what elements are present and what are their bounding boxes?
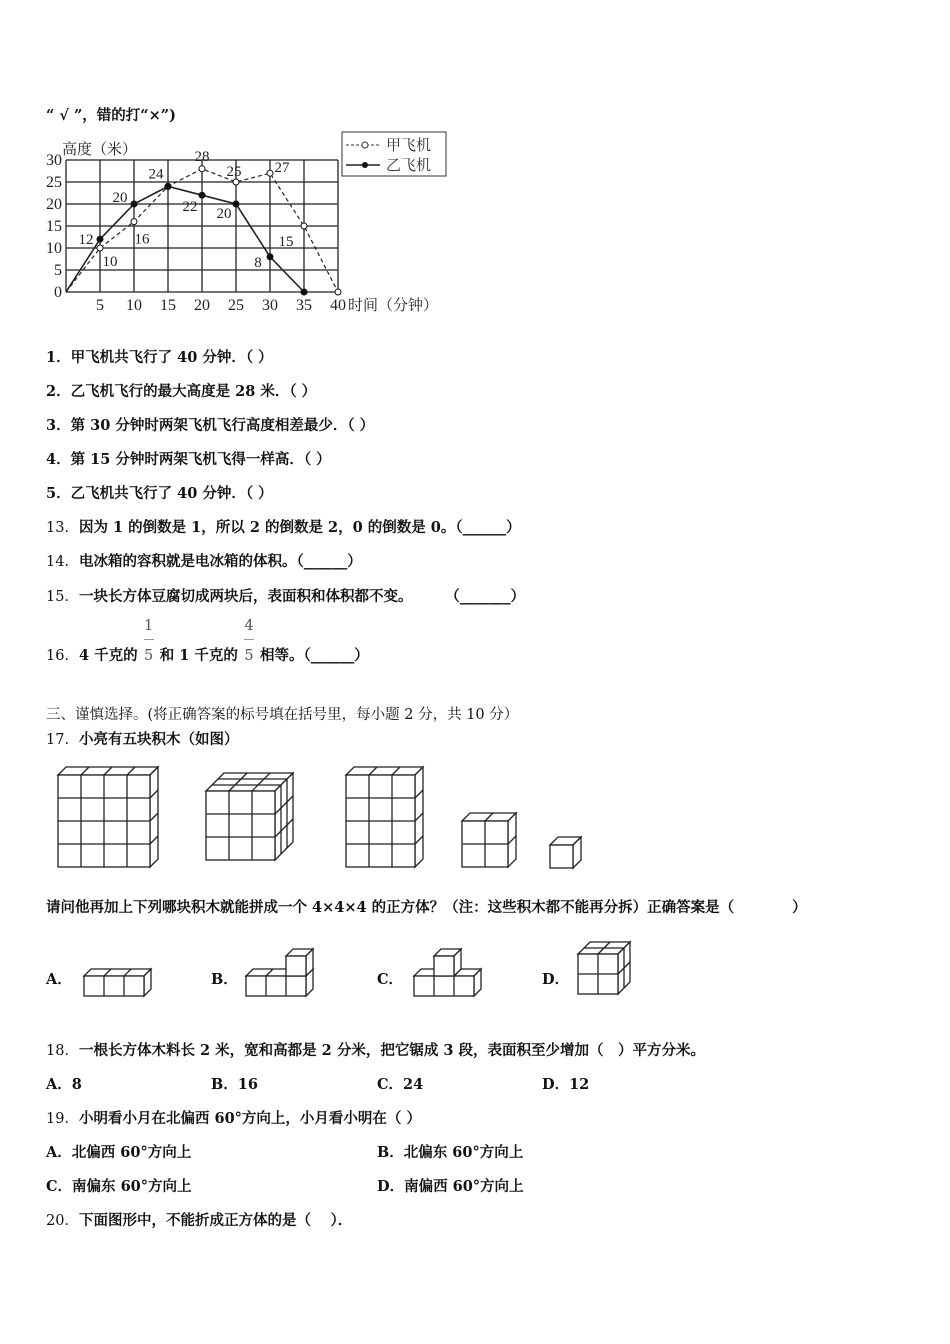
x-tick-label: 20 [194,297,210,314]
series-yi-plane [66,166,307,295]
chart-grid [66,160,338,292]
series-a-value-label: 15 [278,234,294,250]
x-tick-label: 40 [330,297,346,314]
data-point-marker [131,201,137,207]
data-point-marker [301,289,307,295]
option-block-figures [60,928,660,1008]
x-tick-label: 10 [126,297,142,314]
data-point-marker [199,192,205,198]
y-tick-label: 30 [46,152,62,169]
data-point-marker [97,236,103,242]
y-tick-label: 15 [46,218,62,235]
y-tick-label: 25 [46,174,62,191]
x-tick-label: 25 [228,297,244,314]
series-b-value-label: 20 [216,206,232,222]
judge-item-5: 5．乙飞机共飞行了 40 分钟．（ ） [46,485,273,502]
series-b-value-label: 12 [78,232,94,249]
q18-option-b[interactable]: B．16 [211,1076,258,1093]
chart-legend [342,132,446,176]
series-a-value-label: 25 [226,164,242,180]
data-point-marker [335,289,341,295]
question-17-prompt: 请问他再加上下列哪块积木就能拼成一个 4×4×4 的正方体？（注：这些积木都不能再分拆）正确答案是（ ） [46,899,807,916]
judge-item-1: 1．甲飞机共飞行了 40 分钟．（ ） [46,349,273,366]
question-16: 16．4 千克的 $\frac{1}{5}$ 和 1 千克的 $\frac{4}{5}$ 相等。（______） [46,618,369,664]
judge-item-3: 3．第 30 分钟时两架飞机飞行高度相差最少．（ ） [46,417,375,434]
judge-item-4: 4．第 15 分钟时两架飞机飞得一样高．（ ） [46,451,331,468]
data-point-marker [131,219,137,225]
y-tick-label: 20 [46,196,62,213]
q18-option-a[interactable]: A．8 [46,1076,82,1093]
data-point-marker [199,166,205,172]
series-b-value-label: 22 [182,199,198,216]
series-a-value-label: 27 [274,160,290,177]
question-14: 14．电冰箱的容积就是电冰箱的体积。（______） [46,553,362,570]
question-17: 17．小亮有五块积木（如图） [46,731,239,748]
option-b-label[interactable]: B． [211,971,238,988]
series-a-value-label: 16 [134,231,150,248]
data-point-marker [267,170,273,176]
option-d-label[interactable]: D． [542,971,570,988]
altitude-line-chart [40,128,460,318]
option-c-label[interactable]: C． [377,971,404,988]
question-13: 13．因为 1 的倒数是 1，所以 2 的倒数是 2，0 的倒数是 0。（______） [46,519,521,536]
question-20: 20．下面图形中，不能折成正方体的是（ ）． [46,1212,353,1229]
fraction-1-5: $\frac{1}{5}$ [144,618,154,664]
series-jia-plane [66,149,341,295]
question-15: 15．一块长方体豆腐切成两块后，表面积和体积都不变。 （_______） [46,588,525,605]
question-18: 18．一根长方体木料长 2 米，宽和高都是 2 分米，把它锯成 3 段，表面积至少增加（ ）平方分米。 [46,1042,706,1059]
x-axis-label: 时间（分钟） [348,298,439,314]
q18-option-c[interactable]: C．24 [377,1076,424,1093]
series-b-value-label: 24 [148,166,164,183]
x-tick-label: 35 [296,297,312,314]
q19-option-b[interactable]: B．北偏东 60°方向上 [377,1144,524,1161]
q18-option-d[interactable]: D．12 [542,1076,590,1093]
legend-yi: 乙飞机 [386,158,432,174]
series-a-value-label: 10 [102,254,118,270]
series-b-value-label: 8 [254,254,262,271]
x-tick-label: 30 [262,297,278,314]
fraction-4-5: $\frac{4}{5}$ [244,618,254,664]
five-blocks-figure [50,765,610,875]
question-19: 19．小明看小月在北偏西 60°方向上，小月看小明在（ ） [46,1110,421,1127]
option-a-label[interactable]: A． [46,971,72,988]
q19-option-a[interactable]: A．北偏西 60°方向上 [46,1144,192,1161]
series-a-value-label: 28 [194,148,210,165]
data-point-marker [233,201,239,207]
x-tick-label: 15 [160,297,176,314]
judge-item-2: 2．乙飞机飞行的最大高度是 28 米．（ ） [46,383,317,400]
q19-option-d[interactable]: D．南偏西 60°方向上 [377,1178,524,1195]
instruction-fragment: “ √ ”，错的打“×”) [46,107,176,124]
data-point-marker [267,254,273,260]
series-b-value-label: 20 [112,190,128,206]
section-3-title: 三、谨慎选择。(将正确答案的标号填在括号里，每小题 2 分，共 10 分） [46,707,519,723]
data-point-marker [97,245,103,251]
y-tick-label: 10 [46,240,62,257]
y-axis-label: 高度（米） [62,142,138,158]
legend-jia: 甲飞机 [386,138,432,154]
q19-option-c[interactable]: C．南偏东 60°方向上 [46,1178,192,1195]
y-tick-label: 5 [54,262,62,279]
y-tick-label: 0 [54,284,62,301]
data-point-marker [165,183,171,189]
data-point-marker [301,223,307,229]
x-tick-label: 5 [96,297,104,314]
